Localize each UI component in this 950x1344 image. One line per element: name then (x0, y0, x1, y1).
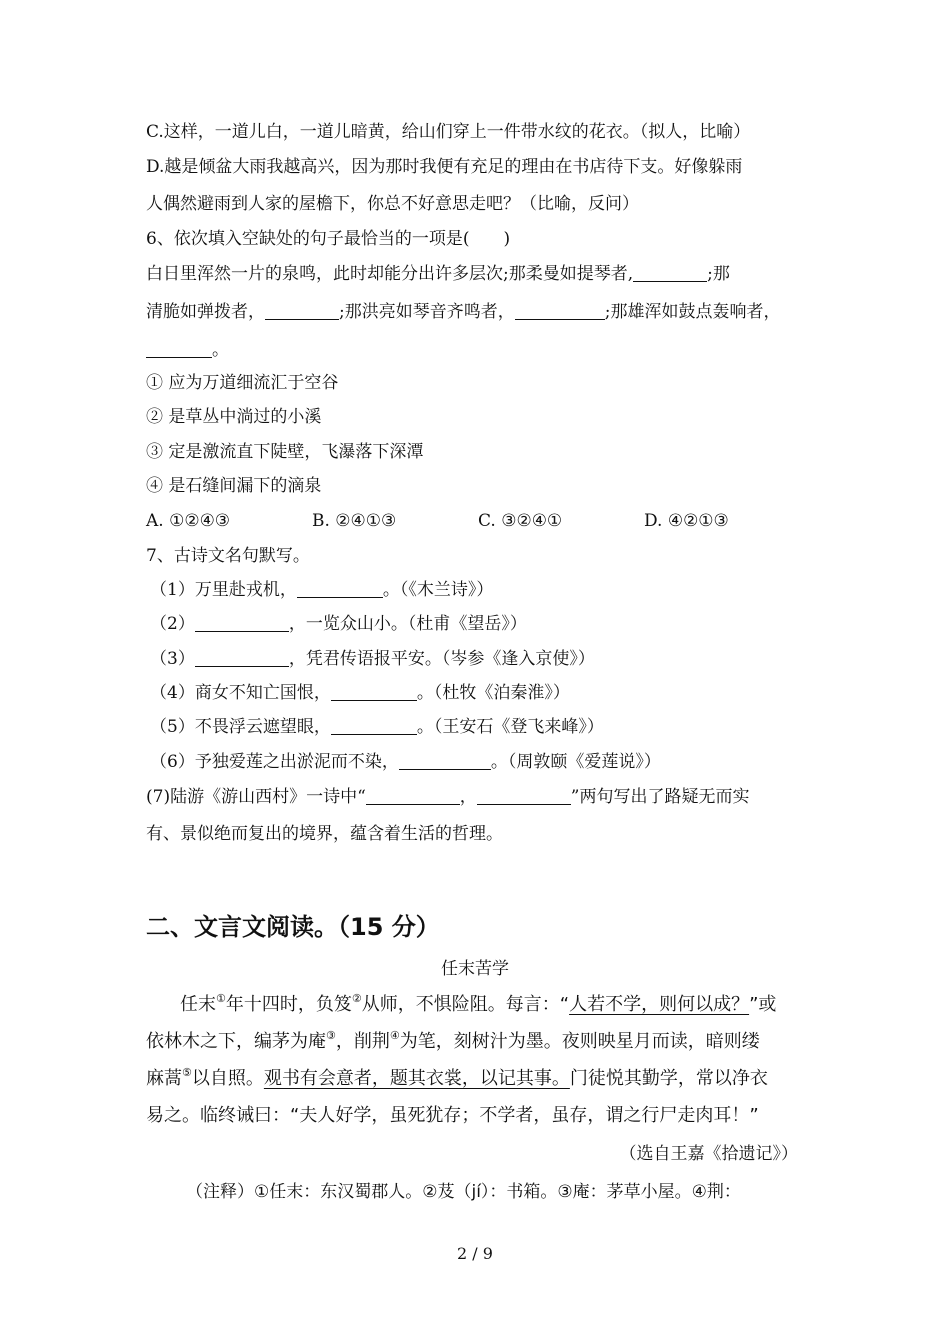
q7-line-3 (150, 649, 595, 669)
q7-text: 。（杜牧《泊秦淮》） (416, 683, 570, 703)
passage-title: 任末苦学 (441, 959, 509, 979)
passage-text: 门徒悦其勤学，常以净衣 (569, 1068, 768, 1089)
answer-blank (633, 265, 707, 282)
q7-text: ，一览众山小。（杜甫《望岳》） (288, 614, 527, 634)
q6-option-b: B. ②④①③ (312, 511, 397, 531)
passage-line2 (146, 1031, 760, 1053)
q6-option-d: D. ④②①③ (644, 511, 729, 531)
answer-blank (265, 303, 339, 320)
q5-option-c: C.这样，一道儿白，一道儿暗黄，给山们穿上一件带水纹的花衣。（拟人，比喻） (146, 122, 751, 142)
passage-source: （选自王嘉《拾遗记》） (619, 1144, 798, 1164)
q7-text: （6）予独爱莲之出淤泥而不染， (150, 752, 399, 772)
q6-passage-text: ;那洪亮如琴音齐鸣者， (339, 302, 515, 322)
q7-text: （5）不畏浮云遮望眼， (150, 717, 331, 737)
q6-passage-text: ;那 (707, 264, 730, 284)
q5-option-d-line1: D.越是倾盆大雨我越高兴，因为那时我便有充足的理由在书店待下支。好像躲雨 (146, 157, 743, 177)
q6-options (146, 511, 729, 531)
q6-passage-line3 (146, 340, 229, 360)
answer-blank (477, 788, 571, 805)
q6-stem: 6、依次填入空缺处的句子最恰当的一项是( ) (146, 229, 511, 249)
page-number: 2 / 9 (457, 1244, 493, 1263)
q7-text: 。（《木兰诗》） (382, 580, 494, 600)
q7-line-5 (150, 717, 604, 737)
q7-line-6 (150, 752, 661, 772)
passage-text: 任末 (180, 994, 216, 1015)
passage-line4: 易之。临终诫曰：“夫人好学，虽死犹存；不学者，虽存，谓之行尸走肉耳！” (146, 1105, 759, 1126)
q7-line-7 (146, 787, 749, 807)
footnote-mark: ② (351, 992, 362, 1005)
footnote-mark: ① (216, 992, 226, 1005)
answer-blank (146, 341, 212, 358)
q6-option-a: A. ①②④③ (146, 511, 231, 531)
answer-blank (297, 581, 383, 598)
q7-text: （3） (150, 649, 195, 669)
footnote-mark: ③ (326, 1029, 336, 1042)
q6-passage-text: 清脆如弹拨者， (146, 302, 265, 322)
passage-text: ”或 (749, 994, 777, 1015)
q6-passage-text: 白日里浑然一片的泉鸣，此时却能分出许多层次;那柔曼如提琴者, (146, 264, 634, 284)
q7-text: (7)陆游《游山西村》一诗中“ (146, 787, 366, 807)
q6-item-4: ④ 是石缝间漏下的滴泉 (146, 476, 322, 496)
footnote-mark: ④ (389, 1029, 400, 1042)
q7-stem: 7、古诗文名句默写。 (146, 546, 310, 566)
passage-text: 依林木之下，编茅为庵 (146, 1031, 326, 1052)
passage-text: ，削荆 (335, 1031, 390, 1052)
q6-item-3: ③ 定是激流直下陡壁，飞瀑落下深潭 (146, 442, 424, 462)
q7-line-2 (150, 614, 527, 634)
q6-option-c: C. ③②④① (478, 511, 563, 531)
underlined-sentence: 人若不学，则何以成？ (569, 994, 750, 1015)
q6-passage-line2 (146, 302, 780, 322)
answer-blank (399, 753, 491, 770)
q7-text: 。（周敦颐《爱莲说》） (490, 752, 661, 772)
answer-blank (331, 718, 417, 735)
q7-text: 。（王安石《登飞来峰》） (416, 717, 604, 737)
section-heading: 二、文言文阅读。（15 分） (146, 913, 440, 941)
q7-text: （4）商女不知亡国恨， (150, 683, 331, 703)
answer-blank (195, 615, 289, 632)
underlined-sentence: 观书有会意者，题其衣裳，以记其事。 (263, 1068, 570, 1089)
q7-text: （1）万里赴戎机， (150, 580, 297, 600)
footnote-mark: ⑤ (182, 1066, 192, 1079)
q7-text: ， (459, 787, 477, 807)
answer-blank (515, 303, 605, 320)
q7-line-4 (150, 683, 570, 703)
q6-item-2: ② 是草丛中淌过的小溪 (146, 407, 322, 427)
q7-line-1 (150, 580, 493, 600)
q5-option-d-line2: 人偶然避雨到人家的屋檐下，你总不好意思走吧？（比喻，反问） (146, 194, 639, 214)
q6-passage-line1 (146, 264, 730, 284)
q7-text: ，凭君传语报平安。（岑参《逢入京使》） (288, 649, 595, 669)
q6-passage-text: ;那雄浑如鼓点轰响者， (604, 302, 781, 322)
q7-text: （2） (150, 614, 195, 634)
passage-notes: （注释）①任末：东汉蜀郡人。②芨（jí）：书箱。③庵：茅草小屋。④荆： (186, 1182, 741, 1202)
q7-text: ”两句写出了路疑无而实 (570, 787, 750, 807)
passage-line3 (146, 1068, 768, 1090)
passage-text: 麻蒿 (146, 1068, 182, 1089)
passage-text: 从师，不惧险阻。每言：“ (361, 994, 570, 1015)
q7-line-7-cont: 有、景似绝而复出的境界，蕴含着生活的哲理。 (146, 824, 503, 844)
passage-text: 为笔，刻树汁为墨。夜则映星月而读，暗则缕 (399, 1031, 760, 1052)
passage-line1 (180, 994, 776, 1016)
q6-passage-text: 。 (212, 340, 229, 360)
answer-blank (366, 788, 460, 805)
passage-text: 以自照。 (191, 1068, 264, 1089)
answer-blank (195, 650, 289, 667)
q6-item-1: ① 应为万道细流汇于空谷 (146, 373, 339, 393)
passage-text: 年十四时，负笈 (225, 994, 352, 1015)
answer-blank (331, 684, 417, 701)
